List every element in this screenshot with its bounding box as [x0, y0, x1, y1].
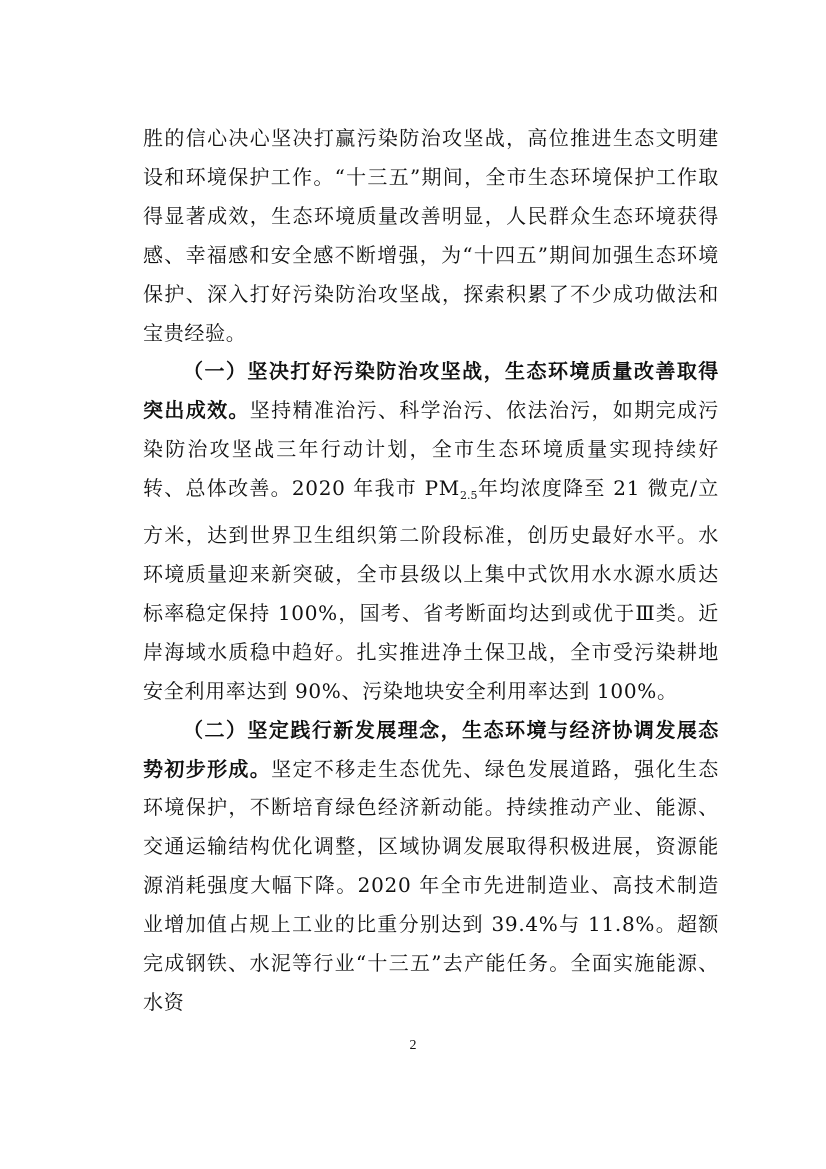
paragraph-continued: 胜的信心决心坚决打赢污染防治攻坚战，高位推进生态文明建设和环境保护工作。“十三五”期间，全市生态环境保护工作取得显著成效，生态环境质量改善明显，人民群众生态环境获得感、幸福感和安全感不断增强，为“十四五”期间加强生态环境保护、深入打好污染防治攻坚战，探索积累了不少成功做法和宝贵经验。: [143, 126, 719, 345]
paragraph-green-development: [143, 711, 719, 1022]
section-heading-2: （二）坚定践行新发展理念，生态环境与经济协调发展态势初步形成。: [143, 717, 719, 781]
page-number: 2: [409, 1038, 417, 1053]
paragraph-pollution-control: [143, 352, 719, 710]
section-heading-1: （一）坚决打好污染防治攻坚战，生态环境质量改善取得突出成效。: [143, 359, 719, 423]
paragraph-text-part-2: 年均浓度降至 21 微克/立方米，达到世界卫生组织第二阶段标准，创历史最好水平。水环境质量迎来新突破，全市县级以上集中式饮用水水源水质达标率稳定保持 100%，国考、省考断面均达到或优于Ⅲ类。近岸海域水质稳中趋好。扎实推进净土保卫战，全市受污染耕地安全利用率达到 90%、污染地块安全利用率达到 100%。: [143, 476, 720, 703]
pm-subscript: 2.5: [459, 489, 478, 503]
body-text: [143, 119, 719, 1022]
paragraph-text-part-1: 坚持精准治污、科学治污、依法治污，如期完成污染防治攻坚战三年行动计划，全市生态环境质量实现持续好转、总体改善。2020 年我市 PM: [143, 398, 720, 501]
paragraph-text: 坚定不移走生态优先、绿色发展道路，强化生态环境保护，不断培育绿色经济新动能。持续推动产业、能源、交通运输结构优化调整，区域协调发展取得积极进展，资源能源消耗强度大幅下降。2020 年全市先进制造业、高技术制造业增加值占规上工业的比重分别达到 39.4%与 11.8%。超额完成钢铁、水泥等行业“十三五”去产能任务。全面实施能源、水资: [143, 756, 720, 1014]
